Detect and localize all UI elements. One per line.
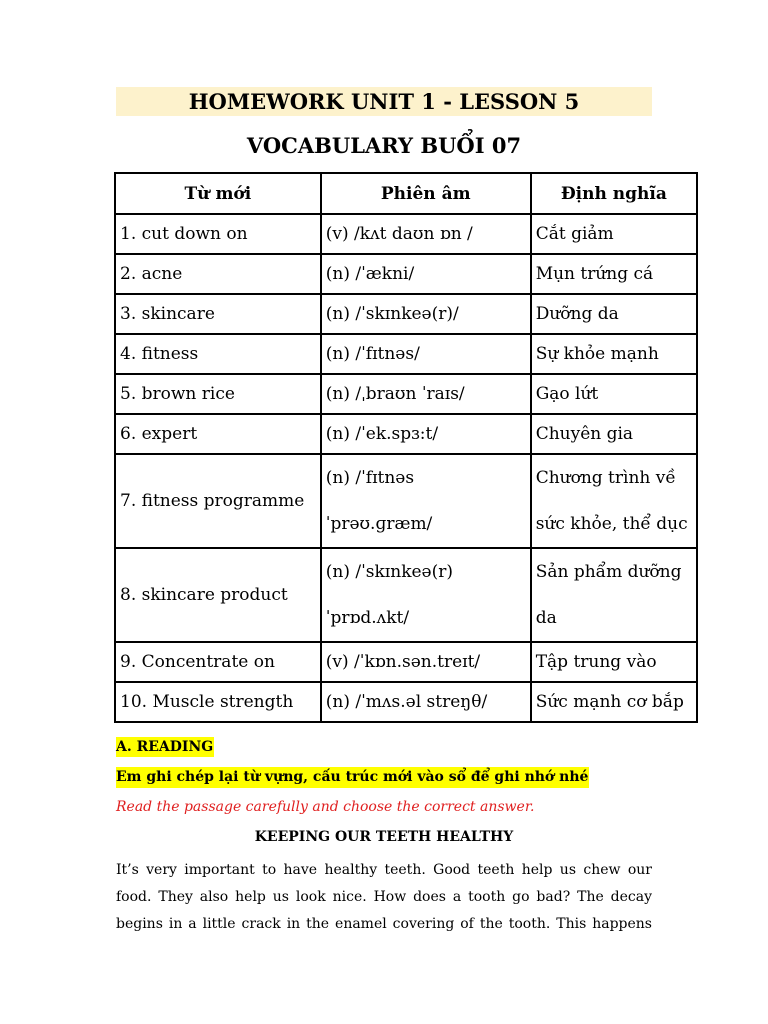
word-cell: 1. cut down on — [115, 214, 321, 254]
ipa-cell — [321, 454, 531, 548]
definition-cell: Gạo lứt — [531, 374, 697, 414]
table-header-row — [115, 173, 697, 214]
reading-passage — [116, 857, 652, 938]
definition-cell: Cắt giảm — [531, 214, 697, 254]
definition-cell: Sức mạnh cơ bắp — [531, 682, 697, 722]
ipa-cell: (n) /ˈmʌs.əl streŋθ/ — [321, 682, 531, 722]
word-cell: 10. Muscle strength — [115, 682, 321, 722]
vocabulary-table — [114, 172, 698, 723]
passage-line: begins in a little crack in the enamel covering of the tooth. This happens — [116, 916, 652, 932]
definition-line: Chương trình về — [535, 468, 676, 488]
ipa-line: ˈprəʊ.ɡræm/ — [325, 514, 433, 534]
ipa-cell: (v) /ˈkɒn.sən.treɪt/ — [321, 642, 531, 682]
word-cell: 5. brown rice — [115, 374, 321, 414]
header-new-word: Từ mới — [115, 173, 321, 214]
ipa-cell: (n) /ˈfɪtnəs/ — [321, 334, 531, 374]
word-cell: 8. skincare product — [115, 548, 321, 642]
reading-instruction: Read the passage carefully and choose the correct answer. — [116, 799, 535, 815]
definition-cell — [531, 454, 697, 548]
table-row — [115, 414, 697, 454]
table-row — [115, 454, 697, 548]
word-cell: 9. Concentrate on — [115, 642, 321, 682]
word-cell: 3. skincare — [115, 294, 321, 334]
definition-cell — [531, 548, 697, 642]
ipa-line: (n) /ˈfɪtnəs — [325, 468, 415, 488]
ipa-cell: (n) /ˈskɪnkeə(r)/ — [321, 294, 531, 334]
definition-line: Sản phẩm dưỡng — [535, 562, 682, 582]
reading-section-heading: A. READING — [116, 739, 214, 755]
study-note: Em ghi chép lại từ vựng, cấu trúc mới vào sổ để ghi nhớ nhé — [116, 767, 589, 788]
ipa-cell: (n) /ˈek.spɜ:t/ — [321, 414, 531, 454]
table-row — [115, 642, 697, 682]
definition-cell: Chuyên gia — [531, 414, 697, 454]
ipa-cell: (n) /ˈækni/ — [321, 254, 531, 294]
definition-line: da — [535, 608, 557, 628]
table-row — [115, 214, 697, 254]
passage-line: It’s very important to have healthy teeth. Good teeth help us chew our — [116, 862, 652, 878]
table-row — [115, 254, 697, 294]
definition-cell: Tập trung vào — [531, 642, 697, 682]
word-cell: 2. acne — [115, 254, 321, 294]
ipa-cell: (v) /kʌt daʊn ɒn / — [321, 214, 531, 254]
passage-line: food. They also help us look nice. How does a tooth go bad? The decay — [116, 889, 652, 905]
header-pronunciation: Phiên âm — [321, 173, 531, 214]
table-row — [115, 548, 697, 642]
ipa-cell: (n) /ˌbraʊn ˈraɪs/ — [321, 374, 531, 414]
definition-cell: Sự khỏe mạnh — [531, 334, 697, 374]
vocabulary-subtitle: VOCABULARY BUỔI 07 — [246, 133, 522, 158]
word-cell: 7. fitness programme — [115, 454, 321, 548]
passage-title: KEEPING OUR TEETH HEALTHY — [254, 829, 514, 845]
word-cell: 4. fitness — [115, 334, 321, 374]
ipa-line: (n) /ˈskɪnkeə(r) — [325, 562, 454, 582]
definition-line: sức khỏe, thể dục — [535, 514, 688, 534]
header-definition: Định nghĩa — [531, 173, 697, 214]
table-row — [115, 374, 697, 414]
homework-title: HOMEWORK UNIT 1 - LESSON 5 — [116, 87, 652, 116]
table-row — [115, 294, 697, 334]
table-row — [115, 682, 697, 722]
ipa-cell — [321, 548, 531, 642]
ipa-line: ˈprɒd.ʌkt/ — [325, 608, 410, 628]
definition-cell: Dưỡng da — [531, 294, 697, 334]
word-cell: 6. expert — [115, 414, 321, 454]
table-row — [115, 334, 697, 374]
definition-cell: Mụn trứng cá — [531, 254, 697, 294]
